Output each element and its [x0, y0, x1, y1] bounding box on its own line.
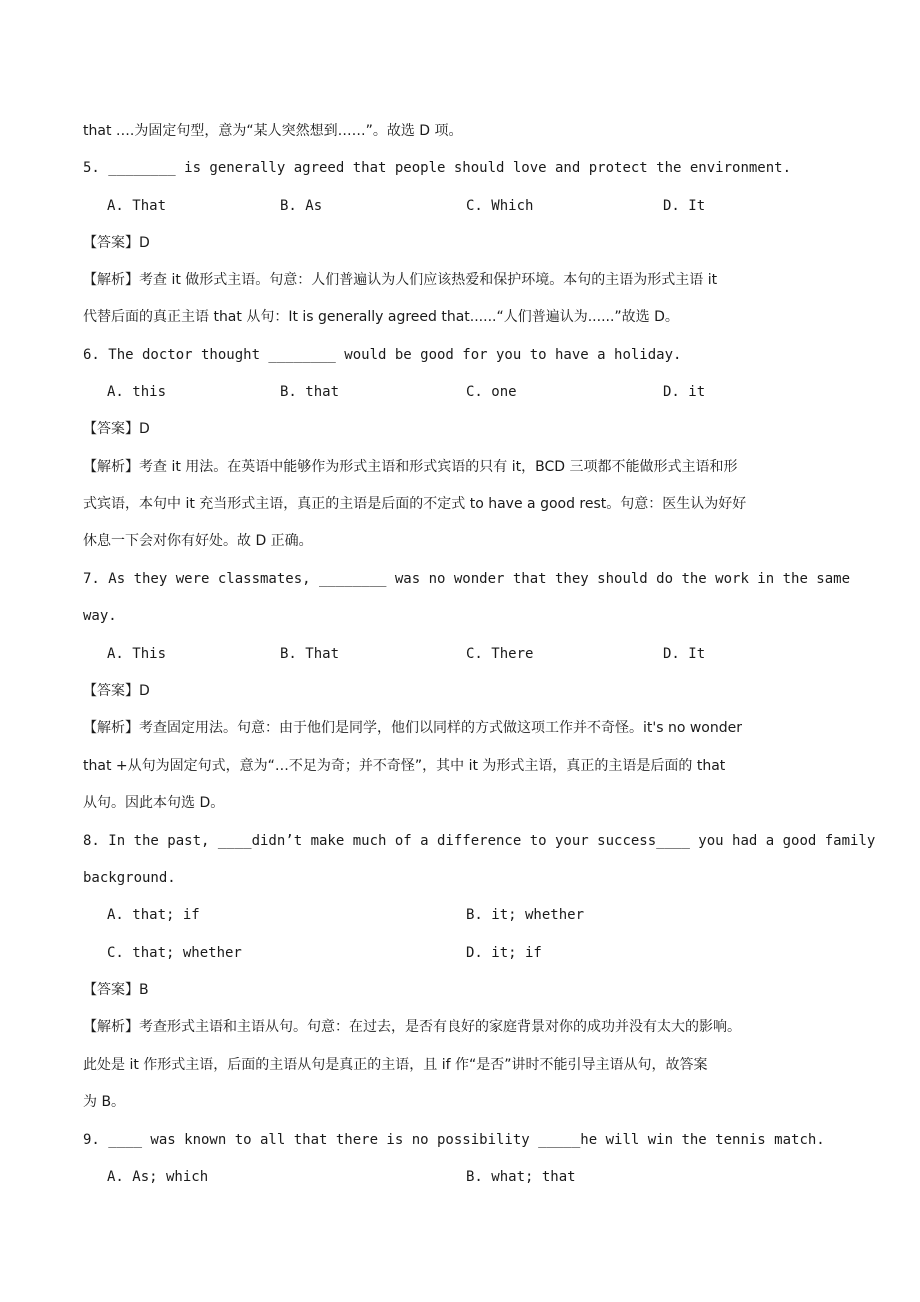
explanation-continuation: that ….为固定句型，意为“某人突然想到……”。故选 D 项。 [83, 123, 463, 139]
q7-option-a: A. This [107, 646, 167, 662]
q6-explanation-line-1: 【解析】考查 it 用法。在英语中能够作为形式主语和形式宾语的只有 it，BCD 三项都不能做形式主语和形 [83, 459, 738, 475]
q5-option-b: B. As [280, 198, 323, 214]
q7-explanation-line-2: that +从句为固定句式，意为“…不足为奇；并不奇怪”，其中 it 为形式主语，真正的主语是后面的 that [83, 758, 726, 774]
question-8-line-2: background. [83, 870, 176, 886]
question-9: 9. ____ was known to all that there is no possibility _____he will win the tennis match. [83, 1132, 825, 1148]
q8-option-b: B. it; whether [466, 907, 585, 923]
question-5: 5. ________ is generally agreed that people should love and protect the environment. [83, 160, 792, 176]
q7-explanation-line-3: 从句。因此本句选 D。 [83, 795, 225, 811]
q7-option-d: D. It [663, 646, 706, 662]
q9-option-b: B. what; that [466, 1169, 576, 1185]
q7-option-c: C. There [466, 646, 534, 662]
q8-option-c: C. that; whether [107, 945, 242, 961]
q6-option-a: A. this [107, 384, 167, 400]
q6-option-c: C. one [466, 384, 517, 400]
q8-explanation-line-1: 【解析】考查形式主语和主语从句。句意：在过去，是否有良好的家庭背景对你的成功并没有太大的影响。 [83, 1019, 741, 1035]
q6-explanation-line-2: 式宾语，本句中 it 充当形式主语，真正的主语是后面的不定式 to have a good rest。句意：医生认为好好 [83, 496, 747, 512]
q8-answer: 【答案】B [83, 982, 149, 998]
q8-option-d: D. it; if [466, 945, 542, 961]
q6-option-d: D. it [663, 384, 706, 400]
q8-explanation-line-3: 为 B。 [83, 1094, 126, 1110]
q5-explanation-line-2: 代替后面的真正主语 that 从句：It is generally agreed that......“人们普遍认为......”故选 D。 [83, 309, 679, 325]
q6-answer: 【答案】D [83, 421, 150, 437]
question-7-line-1: 7. As they were classmates, ________ was no wonder that they should do the work in the same [83, 571, 851, 587]
q7-option-b: B. That [280, 646, 340, 662]
q6-explanation-line-3: 休息一下会对你有好处。故 D 正确。 [83, 533, 313, 549]
q6-option-b: B. that [280, 384, 340, 400]
question-6: 6. The doctor thought ________ would be good for you to have a holiday. [83, 347, 682, 363]
q5-explanation-line-1: 【解析】考查 it 做形式主语。句意：人们普遍认为人们应该热爱和保护环境。本句的主语为形式主语 it [83, 272, 718, 288]
q7-answer: 【答案】D [83, 683, 150, 699]
q9-option-a: A. As; which [107, 1169, 209, 1185]
question-8-line-1: 8. In the past, ____didn’t make much of a difference to your success____ you had a good family [83, 833, 876, 849]
q5-answer: 【答案】D [83, 235, 150, 251]
question-7-line-2: way. [83, 608, 117, 624]
q8-option-a: A. that; if [107, 907, 200, 923]
q7-explanation-line-1: 【解析】考查固定用法。句意：由于他们是同学，他们以同样的方式做这项工作并不奇怪。it's no wonder [83, 720, 743, 736]
q8-explanation-line-2: 此处是 it 作形式主语，后面的主语从句是真正的主语，且 if 作“是否”讲时不能引导主语从句，故答案 [83, 1057, 708, 1073]
q5-option-c: C. Which [466, 198, 534, 214]
q5-option-a: A. That [107, 198, 167, 214]
q5-option-d: D. It [663, 198, 706, 214]
